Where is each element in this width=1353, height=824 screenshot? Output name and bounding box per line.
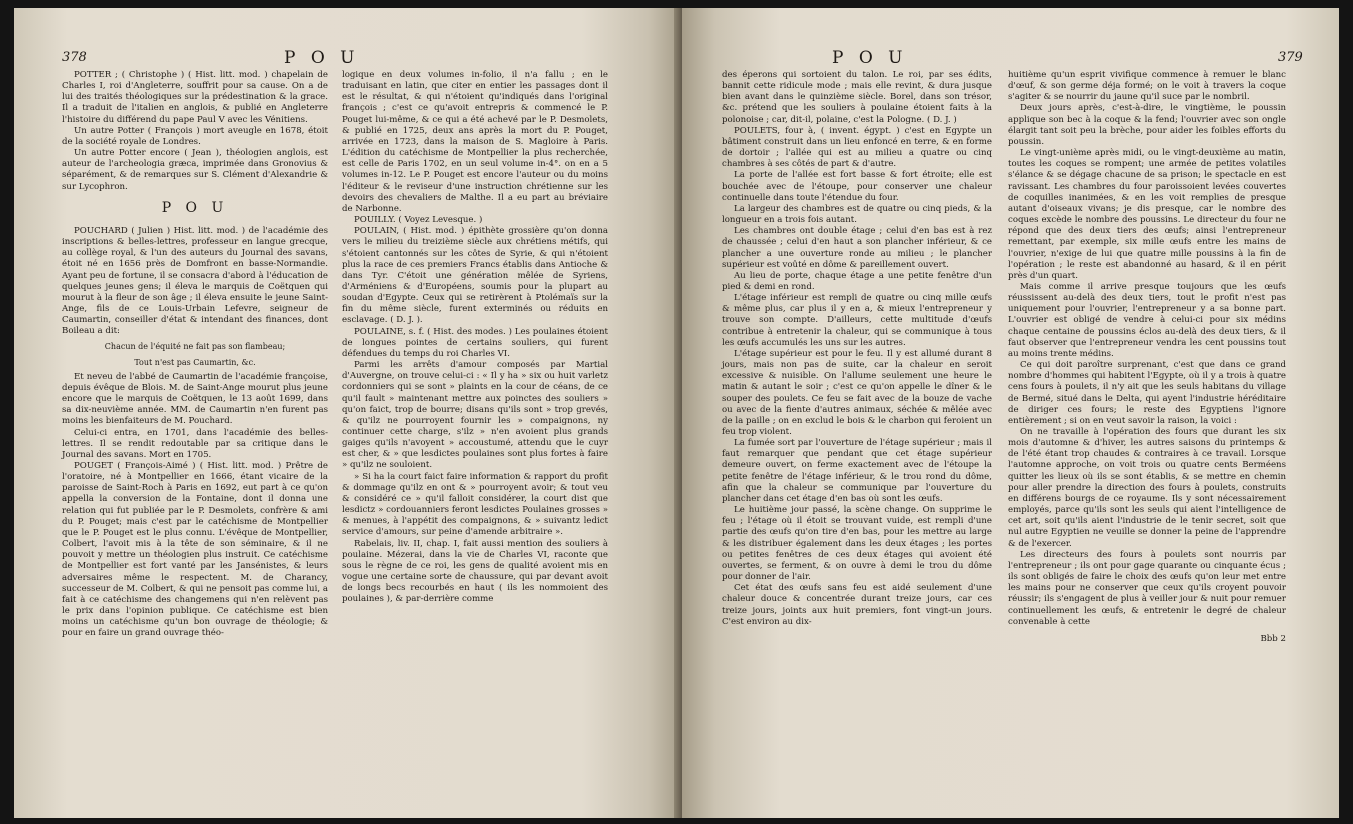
right-page-column-2 [1008, 70, 1286, 645]
entry-poulets-berme: Ce qui doit paroître surprenant, c'est que dans ce grand nombre d'hommes qui habitent l'Egypte, où il y a trois à quatre cens fours à poulets, il n'y ait que les seuls habitans du village de Bermé, situé dans le Delta, qui ayent l'industrie héréditaire de diriger ces fours; le reste des Egyptiens l'ignore entièrement ; si on en veut savoir la raison, la voici : [1008, 360, 1286, 426]
book-spread [14, 8, 1339, 818]
left-page-column-2 [342, 70, 608, 606]
entry-poulets-directeurs: Les directeurs des fours à poulets sont nourris par l'entrepreneur ; ils ont pour gage quarante ou cinquante écus ; ils sont obligés de faire le choix des œufs qu'on leur met entre les mains pour ne conserver que ceux qu'ils croyent pouvoir réussir; ils s'engagent de plus à veiller jour & nuit pour remuer continuellement les œufs, & entretenir le degré de chaleur convenable à cette [1008, 549, 1286, 627]
entry-pouget: POUGET ( François-Aimé ) ( Hist. litt. mod. ) Prêtre de l'oratoire, né à Montpellier en 1666, étant vicaire de la paroisse de Saint-Roch à Paris en 1692, eut part à ce qu'on appella la conversion de la Fontaine, dont il donna une relation qui fut publiée par le P. Desmolets, confrère & ami du P. Pouget; mais c'est par le catéchisme de Montpellier que le P. Pouget est le plus connu. L'évêque de Montpellier, Colbert, l'avoit mis à la tête de son séminaire, & il ne pouvoit y mettre un théologien plus instruit. Ce catéchisme de Montpellier est fort vanté par les Jansénistes, & leurs adversaires même le respectent. M. de Charancy, successeur de M. Colbert, & qui ne pensoit pas comme lui, a fait à ce catéchisme des changemens qui n'en relèvent pas le prix dans l'opinion publique. Ce catéchisme est bien moins un catéchisme qu'un bon ouvrage de théologie; & pour en faire un grand ouvrage théo- [62, 461, 328, 639]
entry-poulets-etage-superieur: L'étage supérieur est pour le feu. Il y est allumé durant 8 jours, mais non pas de suite, car la chaleur en seroit excessive & nuisible. On l'allume seulement une heure le matin & autant le soir ; c'est ce qu'on appelle le dîner & le souper des poulets. Ce feu se fait avec de la bouze de vache ou avec de la fiente d'autres animaux, séchée & mêlée avec de la paille ; on en exclud le bois & le charbon qui feroient un feu trop violent. [722, 348, 992, 437]
running-head-left: P O U [284, 48, 360, 68]
left-page [14, 8, 682, 818]
entry-poulets-treize-jours: Cet état des œufs sans feu est aidé seulement d'une chaleur douce & concentrée durant treize jours, car ces treize jours, joints aux huit premiers, font vingt-un jours. C'est environ au dix- [722, 583, 992, 627]
entry-poulaine-arrets: Parmi les arrêts d'amour composés par Martial d'Auvergne, on trouve celui-ci : « Il y ha » six ou huit varletz cordonniers qui se sont » plaints en la cour de céans, de ce qu'il fault » maintenant mettre aux poinctes des souliers » qu'on faict, trop de bourre; disans qu'ils sont » trop grevés, & qu'ilz ne pourroyent fournir les » compaignons, ny continuer cette charge, s'ilz » n'en avoient plus grands gaiges qu'ils n'avoyent » accoustumé, attendu que le cuyr est cher, & » que lesdictes poulaines sont plus fortes à faire » qu'ilz ne souloient. [342, 360, 608, 471]
left-page-column-1 [62, 70, 328, 640]
entry-poulaine-end: des éperons qui sortoient du talon. Le roi, par ses édits, bannit cette ridicule mode ; mais elle revint, & dura jusque bien avant dans le quinzième siècle. Borel, dans son trésor, &c. prétend que les souliers à poulaine étoient faits à la polonoise ; car, dit-il, polaine, c'est la Pologne. ( D. J. ) [722, 70, 992, 125]
entry-poulain: POULAIN, ( Hist. mod. ) épithète grossière qu'on donna vers le milieu du treizième siècle aux chrétiens métifs, qui s'étoient cantonnés sur les côtes de Syrie, & qui n'étoient plus la race de ces premiers Francs établis dans Antioche & dans Tyr. C'étoit une génération mêlée de Syriens, d'Arméniens & d'Européens, soumis pour la plupart au soudan d'Egypte. Ceux qui se retirèrent à Ptolémaïs sur la fin du même siècle, furent exterminés ou réduits en esclavage. ( D. J. ). [342, 226, 608, 326]
section-heading: P O U [161, 199, 229, 216]
page-number-left: 378 [62, 50, 87, 65]
entry-poulets-chambres: Les chambres ont double étage ; celui d'en bas est à rez de chaussée ; celui d'en haut a son plancher inférieur, & ce plancher a une ouverture ronde au milieu ; le plancher supérieur est voûté en dôme & pareillement ouvert. [722, 226, 992, 270]
entry-poulets-largeur: La largeur des chambres est de quatre ou cinq pieds, & la longueur en a trois fois autant. [722, 203, 992, 226]
entry-poulets-vingtieme: Deux jours après, c'est-à-dire, le vingtième, le poussin applique son bec à la coque & la fend; l'ouvrier avec son ongle élargit tant soit peu la brèche, pour aider les foibles efforts du poussin. [1008, 103, 1286, 147]
verse-quote-line-2: Tout n'est pas Caumartin, &c. [134, 357, 256, 367]
verse-quote-line-1: Chacun de l'équité ne fait pas son flambeau; [104, 342, 286, 352]
entry-pouget-continued: logique en deux volumes in-folio, il n'a fallu ; en le traduisant en latin, que citer en entier les passages dont il est le résultat, & qui n'étoient qu'indiqués dans l'original françois ; c'est ce qu'avoit entrepris & commencé le P. Pouget lui-même, & ce qui a été achevé par le P. Desmolets, & publié en 1725, deux ans après la mort du P. Pouget, arrivée en 1723, dans la maison de S. Magloire à Paris. L'édition du catéchisme de Montpellier la plus recherchée, est celle de Paris 1702, en un seul volume in-4°. on en a 5 volumes in-12. Le P. Pouget est encore l'auteur ou du moins l'éditeur & le reviseur d'une instruction chrétienne sur les devoirs des chevaliers de Malthe. Il a eu part au bréviaire de Narbonne. [342, 70, 608, 214]
entry-pouchard-end: Celui-ci entra, en 1701, dans l'académie des belles-lettres. Il se rendit redoutable par sa critique dans le Journal des savans. Mort en 1705. [62, 427, 328, 460]
entry-poulets-fumee: La fumée sort par l'ouverture de l'étage supérieur ; mais il faut remarquer que pendant que cet étage supérieur demeure ouvert, on ferme exactement avec de l'étoupe la petite fenêtre de l'étage inférieur, & le trou rond du dôme, afin que la chaleur se communique par l'ouverture du plancher dans cet étage d'en bas où sont les œufs. [722, 438, 992, 504]
entry-poulets-fenetre: Au lieu de porte, chaque étage a une petite fenêtre d'un pied & demi en rond. [722, 270, 992, 292]
entry-potter: POTTER ; ( Christophe ) ( Hist. litt. mod. ) chapelain de Charles I, roi d'Angleterre, souffrit pour sa cause. On a de lui des traités théologiques sur la prédestination & la grace. Il a traduit de l'italien en anglois, & publié en Angleterre l'histoire du différend du pape Paul V avec les Vénitiens. [62, 70, 328, 125]
entry-potter-francois: Un autre Potter ( François ) mort aveugle en 1678, étoit de la société royale de Londres. [62, 125, 328, 147]
entry-poulaine: POULAINE, s. f. ( Hist. des modes. ) Les poulaines étoient de longues pointes de certains souliers, qui furent défendues du temps du roi Charles VI. [342, 326, 608, 359]
right-page-column-1 [722, 70, 992, 628]
page-number-right: 379 [1278, 50, 1303, 65]
entry-poulaine-rabelais: Rabelais, liv. II, chap. I, fait aussi mention des souliers à poulaine. Mézerai, dans la vie de Charles VI, raconte que sous le règne de ce roi, les gens de qualité avoient mis en vogue une certaine sorte de chaussure, qui par devant avoit de longs becs recourbés en haut ( ils les nommoient des poulaines ), & par-derrière comme [342, 538, 608, 605]
entry-poulaine-cour: » Si ha la court faict faire information & rapport du profit & dommage qu'ilz en ont & » pourroyent avoir; & tout veu & considéré ce » qu'il falloit considérer, la court dist que lesdictz » cordouanniers feront lesdictes Poulaines grosses » & menues, à l'appétit des compaignons, & » suivantz ledict service d'amours, sur peine d'amende arbitraire ». [342, 471, 608, 538]
entry-poulets-huitieme-jour: Le huitième jour passé, la scène change. On supprime le feu ; l'étage où il étoit se trouvant vuide, est rempli d'une partie des œufs qu'on tire d'en bas, pour les mettre au large & les distribuer également dans les deux étages ; les portes ou petites fenêtres de ces deux étages qui avoient été ouvertes, se ferment, & on ouvre à demi le trou du dôme pour donner de l'air. [722, 505, 992, 583]
running-head-right: P O U [832, 48, 908, 68]
entry-pouchard: POUCHARD ( Julien ) Hist. litt. mod. ) de l'académie des inscriptions & belles-lettres, professeur en langue grecque, au collège royal, & l'un des auteurs du Journal des savans, étoit né en 1656 près de Domfront en basse-Normandie. Ayant peu de fortune, il se consacra d'abord à l'éducation de quelques jeunes gens; il éleva le marquis de Coëtquen qui mourut à la fleur de son âge ; il éleva ensuite le jeune Saint-Ange, fils de ce Louis-Urbain Lefevre, seigneur de Caumartin, conseiller d'état & intendant des finances, dont Boileau a dit: [62, 225, 328, 337]
entry-pouilly: POUILLY. ( Voyez Levesque. ) [354, 215, 483, 226]
entry-poulets-porte: La porte de l'allée est fort basse & fort étroite; elle est bouchée avec de l'étoupe, pour conserver une chaleur continuelle dans toute l'étendue du four. [722, 170, 992, 203]
entry-potter-jean: Un autre Potter encore ( Jean ), théologien anglois, est auteur de l'archeologia græca, imprimée dans Gronovius & séparément, & de remarques sur S. Clément d'Alexandrie & sur Lycophron. [62, 148, 328, 192]
entry-poulets-saisons: On ne travaille à l'opération des fours que durant les six mois d'automne & d'hiver, les autres saisons du printemps & de l'été étant trop chaudes & contraires à ce travail. Lorsque l'automne approche, on voit trois ou quatre cents Berméens quitter les lieux où ils se sont établis, & se mettre en chemin pour aller prendre la direction des fours à poulets, construits en différens bourgs de ce royaume. Ils y sont nécessairement employés, parce qu'ils sont les seuls qui aient l'intelligence de cet art, soit qu'ils aient l'industrie de le tenir secret, soit que nul autre Egyptien ne veuille se donner la peine de l'apprendre & de l'exercer. [1008, 427, 1286, 549]
entry-poulets-dix-huitieme: huitième qu'un esprit vivifique commence à remuer le blanc d'œuf, & son germe déja formé; on le voit à travers la coque s'agiter & se nourrir du jaune qu'il suce par le nombril. [1008, 70, 1286, 103]
entry-poulets-eclosion: Le vingt-unième après midi, ou le vingt-deuxième au matin, toutes les coques se rompent; une armée de petites volatiles s'élance & se dégage chacune de sa prison; le spectacle en est ravissant. Les chambres du four paroissoient levées couvertes de coquilles inanimées, & en les voit remplies de presque autant d'oiseaux vivans; je dis presque, car le nombre des coques excède le nombre des poussins. Le directeur du four ne répond que des deux tiers des œufs; ainsi l'entrepreneur remettant, par exemple, six mille œufs entre les mains de l'ouvrier, n'exige de lui que quatre mille poussins à la fin de l'opération ; le reste est abandonné au hasard, & il en périt près d'un quart. [1008, 148, 1286, 281]
entry-poulets-etage-inferieur: L'étage inférieur est rempli de quatre ou cinq mille œufs & même plus, car plus il y en a, & mieux l'entrepreneur y trouve son compte. D'ailleurs, cette multitude d'œufs contribue à entretenir la chaleur, qui se communique à tous les œufs accumulés les uns sur les autres. [722, 293, 992, 348]
signature-mark: Bbb 2 [1260, 633, 1286, 644]
right-page [682, 8, 1339, 818]
entry-poulets-profit: Mais comme il arrive presque toujours que les œufs réussissent au-delà des deux tiers, tout le profit n'est pas uniquement pour l'ouvrier, l'entrepreneur y a sa bonne part. L'ouvrier est obligé de vendre à celui-ci pour six médins chaque centaine de poussins éclos au-delà des deux tiers, & il faut observer que l'entrepreneur vendra les cent poussins tout au moins trente médins. [1008, 281, 1286, 359]
entry-pouchard-continued: Et neveu de l'abbé de Caumartin de l'académie françoise, depuis évêque de Blois. M. de Saint-Ange mourut plus jeune encore que le marquis de Coëtquen, le 13 août 1699, dans sa dix-neuvième année. MM. de Caumartin n'en furent pas moins les bienfaiteurs de M. Pouchard. [62, 371, 328, 427]
entry-poulets: POULETS, four à, ( invent. égypt. ) c'est en Egypte un bâtiment construit dans un lieu enfoncé en terre, & en forme de dortoir ; l'allée qui est au milieu a quatre ou cinq chambres à ses côtés de part & d'autre. [722, 125, 992, 170]
